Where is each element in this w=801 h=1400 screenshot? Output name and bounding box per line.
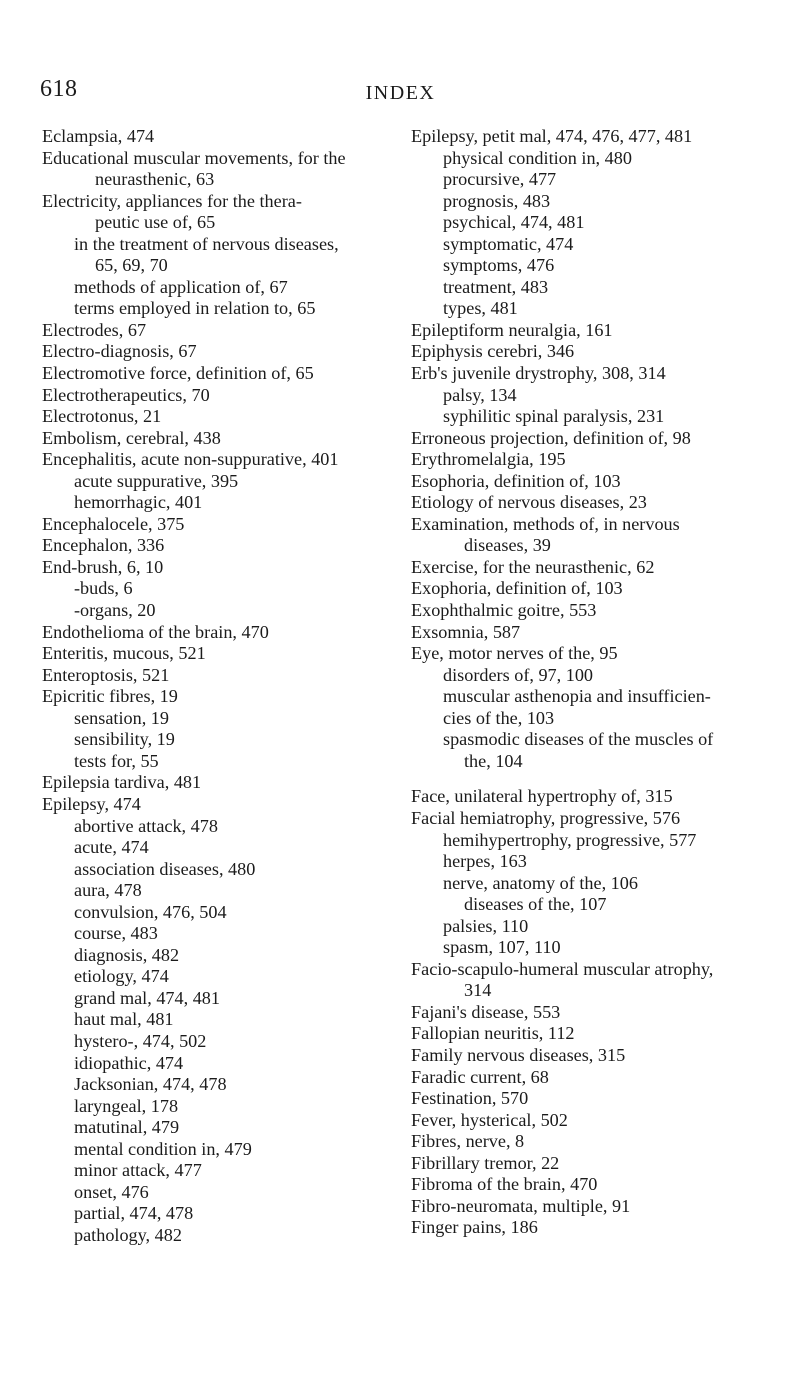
index-entry: 65, 69, 70 (95, 255, 168, 276)
section-gap (411, 772, 773, 786)
running-head: INDEX (365, 82, 436, 104)
index-entry: treatment, 483 (443, 276, 549, 297)
index-entry: Facial hemiatrophy, progressive, 576 (411, 807, 681, 828)
index-entry: palsies, 110 (443, 915, 529, 936)
index-entry: convulsion, 476, 504 (74, 901, 227, 922)
index-entry: Fajani's disease, 553 (411, 1001, 561, 1022)
index-entry: Fever, hysterical, 502 (411, 1109, 568, 1130)
index-entry: haut mal, 481 (74, 1009, 174, 1030)
index-entry: abortive attack, 478 (74, 815, 218, 836)
index-entry: acute suppurative, 395 (74, 470, 239, 491)
index-entry: Electrodes, 67 (42, 319, 147, 340)
index-section-f (411, 786, 773, 1238)
index-entry: nerve, anatomy of the, 106 (443, 872, 638, 893)
index-entry: muscular asthenopia and insufficien- (443, 686, 711, 707)
index-entry: Epiphysis cerebri, 346 (411, 341, 575, 362)
index-entry: acute, 474 (74, 837, 149, 858)
index-entry: matutinal, 479 (74, 1117, 180, 1138)
index-entry: Jacksonian, 474, 478 (74, 1074, 227, 1095)
index-entry: diseases, 39 (464, 535, 551, 556)
index-entry: laryngeal, 178 (74, 1095, 179, 1116)
index-column-right (411, 126, 773, 1239)
index-entry: terms employed in relation to, 65 (74, 298, 316, 319)
index-entry: 314 (464, 980, 492, 1001)
index-entry: palsy, 134 (443, 384, 517, 405)
index-entry: Exercise, for the neurasthenic, 62 (411, 556, 655, 577)
index-entry: Encephalocele, 375 (42, 513, 185, 534)
index-entry: Exophthalmic goitre, 553 (411, 600, 597, 621)
index-entry: onset, 476 (74, 1181, 149, 1202)
index-entry: hystero-, 474, 502 (74, 1030, 207, 1051)
index-entry: procursive, 477 (443, 169, 557, 190)
index-entry: Endothelioma of the brain, 470 (42, 621, 269, 642)
index-entry: Embolism, cerebral, 438 (42, 427, 221, 448)
index-entry: mental condition in, 479 (74, 1138, 252, 1159)
index-entry: -buds, 6 (74, 578, 133, 599)
index-entry: diagnosis, 482 (74, 944, 180, 965)
index-entry: physical condition in, 480 (443, 147, 632, 168)
index-entry: psychical, 474, 481 (443, 212, 585, 233)
index-entry: Esophoria, definition of, 103 (411, 470, 621, 491)
index-entry: hemihypertrophy, progressive, 577 (443, 829, 697, 850)
index-entry: Eye, motor nerves of the, 95 (411, 643, 618, 664)
index-entry: Educational muscular movements, for the (42, 147, 346, 168)
index-entry: Fibro-neuromata, multiple, 91 (411, 1195, 631, 1216)
index-entry: herpes, 163 (443, 851, 527, 872)
index-entry: diseases of the, 107 (464, 894, 607, 915)
index-entry: Erythromelalgia, 195 (411, 449, 566, 470)
index-entry: course, 483 (74, 923, 158, 944)
index-entry: idiopathic, 474 (74, 1052, 184, 1073)
index-entry: spasmodic diseases of the muscles of (443, 729, 714, 750)
index-entry: symptoms, 476 (443, 255, 555, 276)
index-entry: Electromotive force, definition of, 65 (42, 363, 314, 384)
index-entry: Electrotherapeutics, 70 (42, 384, 210, 405)
index-entry: Encephalitis, acute non-suppurative, 401 (42, 449, 339, 470)
index-entry: Encephalon, 336 (42, 535, 165, 556)
index-entry: pathology, 482 (74, 1224, 182, 1245)
index-entry: minor attack, 477 (74, 1160, 202, 1181)
index-entry: Epilepsy, 474 (42, 793, 141, 814)
page-number: 618 (40, 76, 78, 102)
index-entry: Electro-diagnosis, 67 (42, 341, 197, 362)
index-entry: partial, 474, 478 (74, 1203, 194, 1224)
index-entry: Enteritis, mucous, 521 (42, 643, 206, 664)
index-entry: Face, unilateral hypertrophy of, 315 (411, 786, 673, 807)
index-entry: Fibroma of the brain, 470 (411, 1174, 598, 1195)
index-entry: neurasthenic, 63 (95, 169, 215, 190)
index-entry: hemorrhagic, 401 (74, 492, 203, 513)
index-entry: Epileptiform neuralgia, 161 (411, 319, 613, 340)
index-entry: Examination, methods of, in nervous (411, 513, 680, 534)
index-entry: Finger pains, 186 (411, 1217, 538, 1238)
index-entry: types, 481 (443, 298, 518, 319)
index-entry: Fibrillary tremor, 22 (411, 1152, 560, 1173)
index-entry: the, 104 (464, 750, 523, 771)
index-entry: Electricity, appliances for the thera- (42, 190, 302, 211)
index-entry: End-brush, 6, 10 (42, 556, 164, 577)
index-entry: etiology, 474 (74, 966, 169, 987)
index-entry: Etiology of nervous diseases, 23 (411, 492, 647, 513)
index-entry: symptomatic, 474 (443, 233, 574, 254)
index-entry: association diseases, 480 (74, 858, 256, 879)
index-section-e (411, 126, 773, 772)
index-entry: tests for, 55 (74, 750, 159, 771)
index-entry: Fibres, nerve, 8 (411, 1131, 525, 1152)
index-entry: Facio-scapulo-humeral muscular atrophy, (411, 958, 714, 979)
index-entry: Exsomnia, 587 (411, 621, 521, 642)
index-entry: Family nervous diseases, 315 (411, 1044, 626, 1065)
index-entry: Erroneous projection, definition of, 98 (411, 427, 691, 448)
index-entry: methods of application of, 67 (74, 276, 288, 297)
index-entry: peutic use of, 65 (95, 212, 216, 233)
index-entry: syphilitic spinal paralysis, 231 (443, 406, 665, 427)
index-entry: Faradic current, 68 (411, 1066, 549, 1087)
index-entry: disorders of, 97, 100 (443, 664, 594, 685)
index-entry: Fallopian neuritis, 112 (411, 1023, 575, 1044)
index-entry: Epilepsia tardiva, 481 (42, 772, 202, 793)
index-entry: spasm, 107, 110 (443, 937, 561, 958)
index-entry: sensibility, 19 (74, 729, 175, 750)
index-entry: Enteroptosis, 521 (42, 664, 170, 685)
index-entry: Erb's juvenile drystrophy, 308, 314 (411, 363, 666, 384)
index-entry: Festination, 570 (411, 1088, 529, 1109)
index-entry: cies of the, 103 (443, 707, 555, 728)
index-entry: prognosis, 483 (443, 190, 551, 211)
index-entry: Epilepsy, petit mal, 474, 476, 477, 481 (411, 126, 693, 146)
index-entry: Epicritic fibres, 19 (42, 686, 178, 707)
index-entry: sensation, 19 (74, 707, 169, 728)
index-entry: grand mal, 474, 481 (74, 987, 220, 1008)
index-entry: Exophoria, definition of, 103 (411, 578, 623, 599)
index-entry: Eclampsia, 474 (42, 126, 155, 146)
index-entry: -organs, 20 (74, 600, 156, 621)
index-entry: in the treatment of nervous diseases, (74, 233, 339, 254)
index-entry: aura, 478 (74, 880, 142, 901)
index-entry: Electrotonus, 21 (42, 406, 162, 427)
index-column-left (42, 126, 404, 1246)
